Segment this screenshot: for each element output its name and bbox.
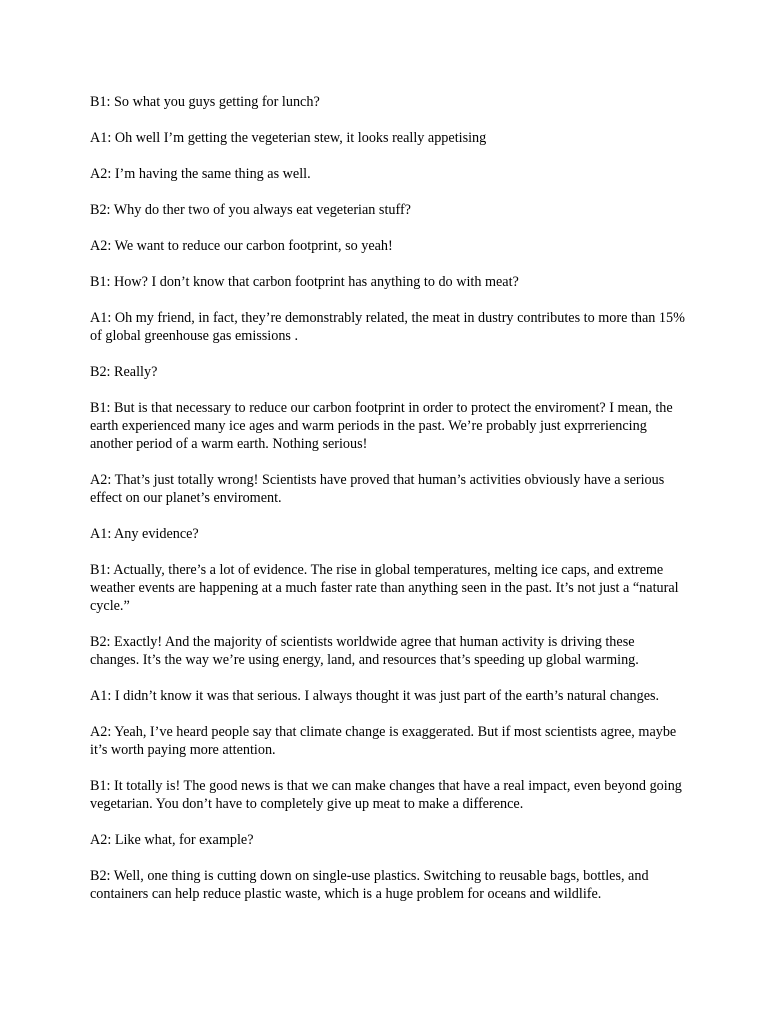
dialogue-line: A1: Oh well I’m getting the vegeterian stew, it looks really appetising: [90, 130, 487, 146]
dialogue-body: [90, 93, 686, 921]
dialogue-line: A2: I’m having the same thing as well.: [90, 166, 311, 182]
dialogue-line: A1: Oh my friend, in fact, they’re demonstrably related, the meat in dustry contributes to more than 15% of global greenhouse gas emissions .: [90, 310, 685, 344]
dialogue-line: B2: Why do ther two of you always eat vegeterian stuff?: [90, 202, 411, 218]
dialogue-line: B1: Actually, there’s a lot of evidence. The rise in global temperatures, melting ice caps, and extreme weather events are happening at a much faster rate than anything seen in the past. It’s not just a “natural cycle.”: [90, 562, 679, 614]
dialogue-line: A2: Like what, for example?: [90, 832, 254, 848]
dialogue-line: A2: We want to reduce our carbon footprint, so yeah!: [90, 238, 393, 254]
dialogue-line: B2: Well, one thing is cutting down on single-use plastics. Switching to reusable bags, bottles, and containers can help reduce plastic waste, which is a huge problem for oceans and wildlife.: [90, 868, 649, 902]
dialogue-line: B1: It totally is! The good news is that we can make changes that have a real impact, even beyond going vegetarian. You don’t have to completely give up meat to make a difference.: [90, 778, 682, 812]
dialogue-line: B2: Exactly! And the majority of scientists worldwide agree that human activity is driving these changes. It’s the way we’re using energy, land, and resources that’s speeding up global warming.: [90, 634, 639, 668]
dialogue-line: B2: Really?: [90, 364, 158, 380]
dialogue-line: B1: But is that necessary to reduce our carbon footprint in order to protect the enviroment? I mean, the earth experienced many ice ages and warm periods in the past. We’re probably just exprreriencing another period of a warm earth. Nothing serious!: [90, 400, 673, 452]
dialogue-line: A2: That’s just totally wrong! Scientists have proved that human’s activities obviously have a serious effect on our planet’s enviroment.: [90, 472, 665, 506]
dialogue-line: A2: Yeah, I’ve heard people say that climate change is exaggerated. But if most scientists agree, maybe it’s worth paying more attention.: [90, 724, 677, 758]
dialogue-line: B1: How? I don’t know that carbon footprint has anything to do with meat?: [90, 274, 519, 290]
dialogue-line: A1: Any evidence?: [90, 526, 199, 542]
dialogue-line: A1: I didn’t know it was that serious. I always thought it was just part of the earth’s natural changes.: [90, 688, 660, 704]
dialogue-line: B1: So what you guys getting for lunch?: [90, 94, 320, 110]
